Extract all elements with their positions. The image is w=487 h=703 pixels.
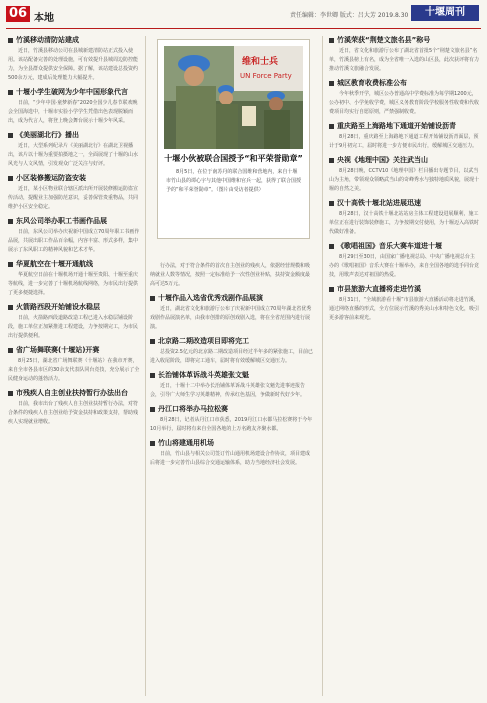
bullet-square-icon: [329, 201, 334, 206]
article-body: 日前，东风公司举办庆祝新中国成立70周年职工书画作品展，共展出职工作品百余幅，内容丰富、形式多样，集中展示了东风职工的精神风貌和艺术才华。: [8, 229, 140, 253]
page-number: 06: [6, 6, 30, 22]
article: [329, 122, 479, 151]
article-body: 近日，某小区物业联合辖区派出所开展装修搬运防盗宣传活动，提醒业主加强防范意识，妥善保管贵重物品，共同维护小区安全稳定。: [8, 186, 139, 210]
article-body: 8月28日晚，CCTV10《地理中国》栏目播出专题节目，以武当山为主角，带领观众领略武当山的奇峰秀水与独特地质风貌，展现十堰的自然之美。: [329, 168, 479, 192]
article-title: 丹江口将举办马拉松赛: [158, 405, 228, 413]
article: [329, 285, 479, 323]
bullet-square-icon: [8, 262, 13, 267]
article-title: 竹山将建通用机场: [158, 439, 214, 447]
article-body: 8月31日，“全域旅游看十堰”市县旅游大直播活动将走进竹溪，通过网络直播的形式，全方位展示竹溪的秀美山水和特色文化，吸引更多游客前来观光。: [329, 297, 479, 321]
bullet-square-icon: [329, 158, 334, 163]
masthead-logo: 十堰周刊: [411, 5, 479, 21]
bullet-square-icon: [329, 38, 334, 43]
article: [329, 242, 479, 280]
bullet-square-icon: [150, 373, 155, 378]
article-body: 近日，湖北省文化和旅游厅公布了庆祝新中国成立70周年湖北省优秀戏剧作品展演名单，由我市创排的原创戏剧入选，将在全省范围内进行展演。: [150, 306, 312, 330]
article-title: 竹溪荣获“荆楚文旅名县”称号: [337, 36, 431, 44]
peacekeeper-photo-illustration: [164, 46, 303, 149]
article-body: 近日，竹溪县移动公司在县城新建清防站正式投入使用。该站配备完善的处理设施，可有效提升县城周边防控能力，为全县群众提供安全保障。据了解，该站建设总投资约500余万元，建成后处理能力大幅提升。: [8, 48, 139, 81]
bullet-square-icon: [8, 305, 13, 310]
article: [8, 346, 140, 384]
article-body: 日前，“少年中国·童梦新春”2020全国少儿春节联欢晚会全国海选中，十堰市实验小学学生凭借出色表现脱颖而出，成为代言人，将登上晚会舞台展示十堰少年风采。: [8, 100, 138, 124]
column-divider: [322, 36, 323, 696]
article-title: 十堰作品入选省优秀戏剧作品展演: [158, 294, 263, 302]
article-body: 行办法，对于符合条件的首次自主创业的残疾人，依据经营规模和吸纳就业人数等情况，按照一定标准给予一次性创业补贴，扶持资金额度最高可达5万元。: [150, 263, 311, 287]
section-name: 本地: [34, 13, 54, 24]
header-rule: [6, 28, 481, 29]
page-header: [0, 0, 487, 30]
article: [8, 174, 140, 212]
article-title: 重庆路至上海路地下通道开始铺设沥青: [337, 122, 456, 130]
bullet-square-icon: [8, 133, 13, 138]
article: [329, 156, 479, 194]
bullet-square-icon: [8, 219, 13, 224]
article: [329, 79, 479, 117]
article-body: 8月28日，记者从丹江口市获悉，2019丹江口水都马拉松赛将于今年10月举行，届时将有来自全国各地的上万名跑友齐聚水都。: [150, 417, 313, 432]
article: [8, 303, 140, 341]
photo-caption-body: 8月5日，在位于南苏丹的联合国维和营地内，来自十堰市竹山县的谭心宇与其他中国维和官兵一起，获得了联合国授予的“和平荣誉勋章”。（图片由受访者提供）: [166, 169, 302, 193]
article-body: 今年秋季开学，城区公办普通高中学费标准为每学期1200元，公办初中、小学免收学费，城区义务教育阶段学校服务性收费和代收费项目均实行自愿原则，严禁强制收费。: [329, 91, 479, 115]
article-title: 城区教育收费标准公布: [337, 79, 407, 87]
article: [329, 36, 479, 74]
sign-text: 维和士兵: [242, 57, 279, 67]
article-body: 近日，大型系列纪录片《美丽湖北行》在湖北卫视播出，该片以十堰为重要拍摄地之一，全面展现了十堰的山水风光与人文风情，引发观众广泛关注与好评。: [8, 143, 139, 167]
article: [8, 389, 140, 427]
photo-caption-title: 十堰小伙被联合国授予“和平荣誉勋章”: [164, 154, 303, 163]
article-body: 日前，火箭路西段道路改造工程已进入水稳层铺设阶段，施工单位正加紧推进工程建设，力争按期完工，为市民出行提供便利。: [8, 315, 139, 339]
article-title: 省广场舞联赛(十堰站)开赛: [16, 346, 100, 354]
bullet-square-icon: [8, 38, 13, 43]
column-middle: [150, 262, 313, 697]
bullet-square-icon: [150, 296, 155, 301]
article-body: 8月28日，汉十高铁十堰北站站房主体工程建设进展顺利，施工单位正在进行装饰装修施工，力争按期交付使用，为十堰迈入高铁时代做好准备。: [329, 211, 479, 235]
article-title: 东风公司举办职工书画作品展: [16, 217, 107, 225]
article: [150, 371, 313, 400]
article-body: 8月25日，湖北省广场舞联赛（十堰站）在我市开赛，来自全市各县市区的30余支代表队同台竞技，充分展示了全民健身运动的蓬勃活力。: [8, 358, 140, 382]
editor-credits: 责任编辑：李世卿 版式：吕大芳 2019.8.30: [290, 12, 409, 19]
article-title: 火箭路西段开始铺设水稳层: [16, 303, 100, 311]
article-body: 近日，十堰十二中举办长治铺体革诉战斗英雄张文魁先进事迹报告会，引导广大师生学习英雄精神，传承红色基因，争做新时代好少年。: [150, 383, 306, 398]
column-left: [8, 33, 140, 697]
article: [150, 337, 313, 366]
bullet-square-icon: [8, 90, 13, 95]
article: [150, 405, 313, 434]
bullet-square-icon: [8, 391, 13, 396]
article: [8, 217, 140, 255]
article-title: 央视《地理中国》关注武当山: [337, 156, 428, 164]
article-title: 市县旅游大直播将走进竹溪: [337, 285, 421, 293]
bullet-square-icon: [8, 348, 13, 353]
article-title: 竹溪移动清防站建成: [16, 36, 79, 44]
bullet-square-icon: [8, 176, 13, 181]
article-title: 市残疾人自主创业扶持暂行办法出台: [16, 389, 128, 397]
bullet-square-icon: [150, 441, 155, 446]
article-body: 8月29日至30日，由国家广播电视总局、中央广播电视总台主办的《歌唱祖国》音乐大赛在十堰举办，来自全国各地的选手同台竞技，用歌声表达对祖国的热爱。: [329, 254, 479, 278]
article-body: 日前，我市出台了残疾人自主创业扶持暂行办法，对符合条件的残疾人自主创业给予资金扶持和政策支持，帮助残疾人实现就业增收。: [8, 401, 139, 425]
article: [8, 88, 140, 126]
article: [329, 199, 479, 237]
bullet-square-icon: [329, 124, 334, 129]
news-photo: [164, 46, 303, 149]
article: [8, 36, 140, 83]
article: [150, 262, 313, 289]
article-title: 长治铺体革诉战斗英雄张文魁: [158, 371, 249, 379]
article-title: 《美丽湖北行》播出: [16, 131, 79, 139]
article-title: 《歌唱祖国》音乐大赛车道进十堰: [337, 242, 442, 250]
bullet-square-icon: [150, 339, 155, 344]
bullet-square-icon: [329, 287, 334, 292]
article: [150, 439, 313, 468]
sign-text: UN Force Party: [240, 72, 292, 80]
article: [8, 260, 140, 298]
article: [150, 294, 313, 332]
bullet-square-icon: [150, 407, 155, 412]
article-title: 汉十高铁十堰北站进展迅速: [337, 199, 421, 207]
article-body: 8月28日，重庆路至上海路地下通道工程开始铺设沥青面层，预计于9月初完工，届时将进一步方便市民出行，缓解城区交通压力。: [329, 134, 479, 149]
bullet-square-icon: [329, 81, 334, 86]
article-body: 总投资2.5亿元的北京路二期改造项目经过半年多的紧张施工，目前已进入收尾阶段，即将完工通车，届时将有效缓解城区交通压力。: [150, 349, 313, 364]
column-divider: [145, 36, 146, 696]
article: [8, 131, 140, 169]
column-right: [329, 33, 479, 697]
bullet-square-icon: [329, 244, 334, 249]
article-body: 华夏航空日前在十堰机场开通十堰至贵阳、十堰至重庆等航线，进一步完善了十堰机场航线网络，为市民出行提供了更多便捷选择。: [8, 272, 139, 296]
article-title: 北京路二期改造项目即将完工: [158, 337, 249, 345]
article-body: 近日，省文化和旅游厅公布了湖北省首批5个“荆楚文旅名县”名单，竹溪县榜上有名，成为全省唯一入选的山区县，此次获评将有力推动竹溪文旅融合发展。: [329, 48, 479, 72]
photo-feature: [157, 39, 310, 239]
article-title: 华夏航空在十堰开通航线: [16, 260, 93, 268]
article-title: 十堰小学生破网为少年中国形象代言: [16, 88, 128, 96]
article-body: 日前，竹山县与相关公司签订竹山通用机场建设合作协议，项目建成后将进一步完善竹山县综合交通运输体系，助力当地经济社会发展。: [150, 451, 311, 466]
article-title: 小区装修搬运防盗安装: [16, 174, 86, 182]
